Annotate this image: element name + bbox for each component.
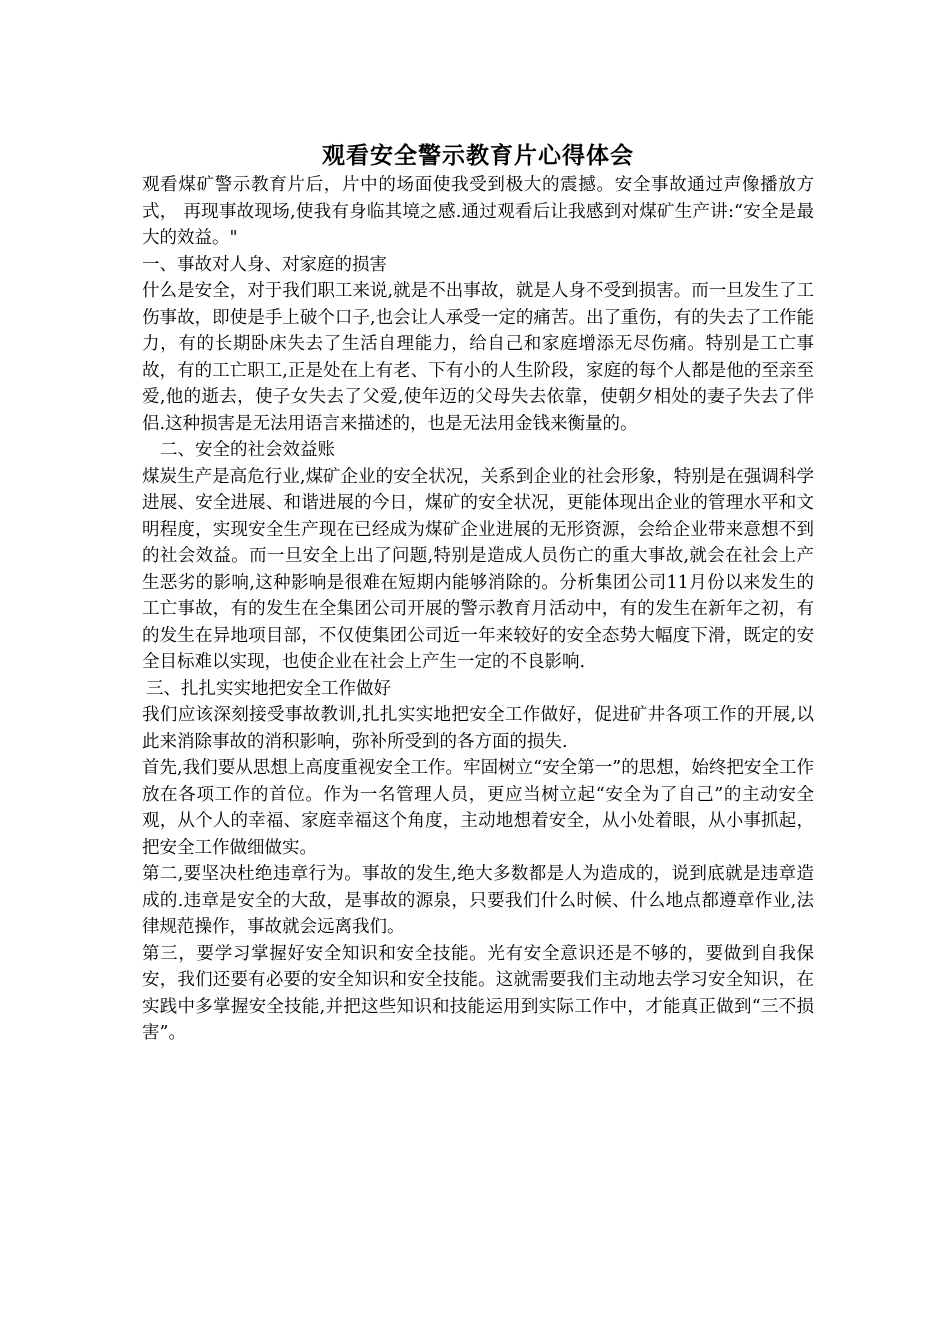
document-body — [142, 140, 814, 1047]
intro-paragraph: 观看煤矿警示教育片后，片中的场面使我受到极大的震撼。安全事故通过声像播放方式， 再现事故现场,使我有身临其境之感.通过观看后让我感到对煤矿生产讲:“安全是最大的效益。" — [142, 175, 814, 248]
section-heading-1: 一、事故对人身、对家庭的损害 — [142, 254, 387, 275]
section-3-paragraph-1: 我们应该深刻接受事故教训,扎扎实实地把安全工作做好，促进矿井各项工作的开展,以此来消除事故的消积影响，弥补所受到的各方面的损失. — [142, 705, 814, 752]
section-3-paragraph-3: 第二,要坚决杜绝违章行为。事故的发生,绝大多数都是人为造成的，说到底就是违章造成的.违章是安全的大敌，是事故的源泉，只要我们什么时候、什么地点都遵章作业,法律规范操作，事故就会远离我们。 — [142, 864, 814, 937]
section-3-paragraph-2: 首先,我们要从思想上高度重视安全工作。牢固树立“安全第一”的思想，始终把安全工作放在各项工作的首位。作为一名管理人员，更应当树立起“安全为了自己”的主动安全观，从个人的幸福、家庭幸福这个角度，主动地想着安全，从小处着眼，从小事抓起，把安全工作做细做实。 — [142, 758, 814, 858]
section-heading-3: 三、扎扎实实地把安全工作做好 — [146, 678, 391, 699]
section-heading-2: 二、安全的社会效益账 — [160, 440, 335, 460]
section-2-paragraph-1: 煤炭生产是高危行业,煤矿企业的安全状况，关系到企业的社会形象，特别是在强调科学进展、安全进展、和谐进展的今日，煤矿的安全状况，更能体现出企业的管理水平和文明程度，实现安全生产现在已经成为煤矿企业进展的无形资源，会给企业带来意想不到的社会效益。而一旦安全上出了问题,特别是造成人员伤亡的重大事故,就会在社会上产生恶劣的影响,这种影响是很难在短期内能够消除的。分析集团公司11月份以来发生的工亡事故，有的发生在全集团公司开展的警示教育月活动中，有的发生在新年之初，有的发生在异地项目部，不仅使集团公司近一年来较好的安全态势大幅度下滑，既定的安全目标难以实现，也使企业在社会上产生一定的不良影响. — [142, 466, 814, 672]
section-1-paragraph-1: 什么是安全，对于我们职工来说,就是不出事故，就是人身不受到损害。而一旦发生了工伤事故，即使是手上破个口子,也会让人承受一定的痛苦。出了重伤，有的失去了工作能力，有的长期卧床失去了生活自理能力，给自己和家庭增添无尽伤痛。特别是工亡事故，有的工亡职工,正是处在上有老、下有小的人生阶段，家庭的每个人都是他的至亲至爱,他的逝去，使子女失去了父爱,使年迈的父母失去依靠，使朝夕相处的妻子失去了伴侣.这种损害是无法用语言来描述的，也是无法用金钱来衡量的。 — [142, 281, 814, 434]
document-title: 观看安全警示教育片心得体会 — [322, 143, 634, 169]
section-3-paragraph-4: 第三，要学习掌握好安全知识和安全技能。光有安全意识还是不够的，要做到自我保安，我们还要有必要的安全知识和安全技能。这就需要我们主动地去学习安全知识，在实践中多掌握安全技能,并把这些知识和技能运用到实际工作中，才能真正做到“三不损害”。 — [142, 943, 814, 1043]
